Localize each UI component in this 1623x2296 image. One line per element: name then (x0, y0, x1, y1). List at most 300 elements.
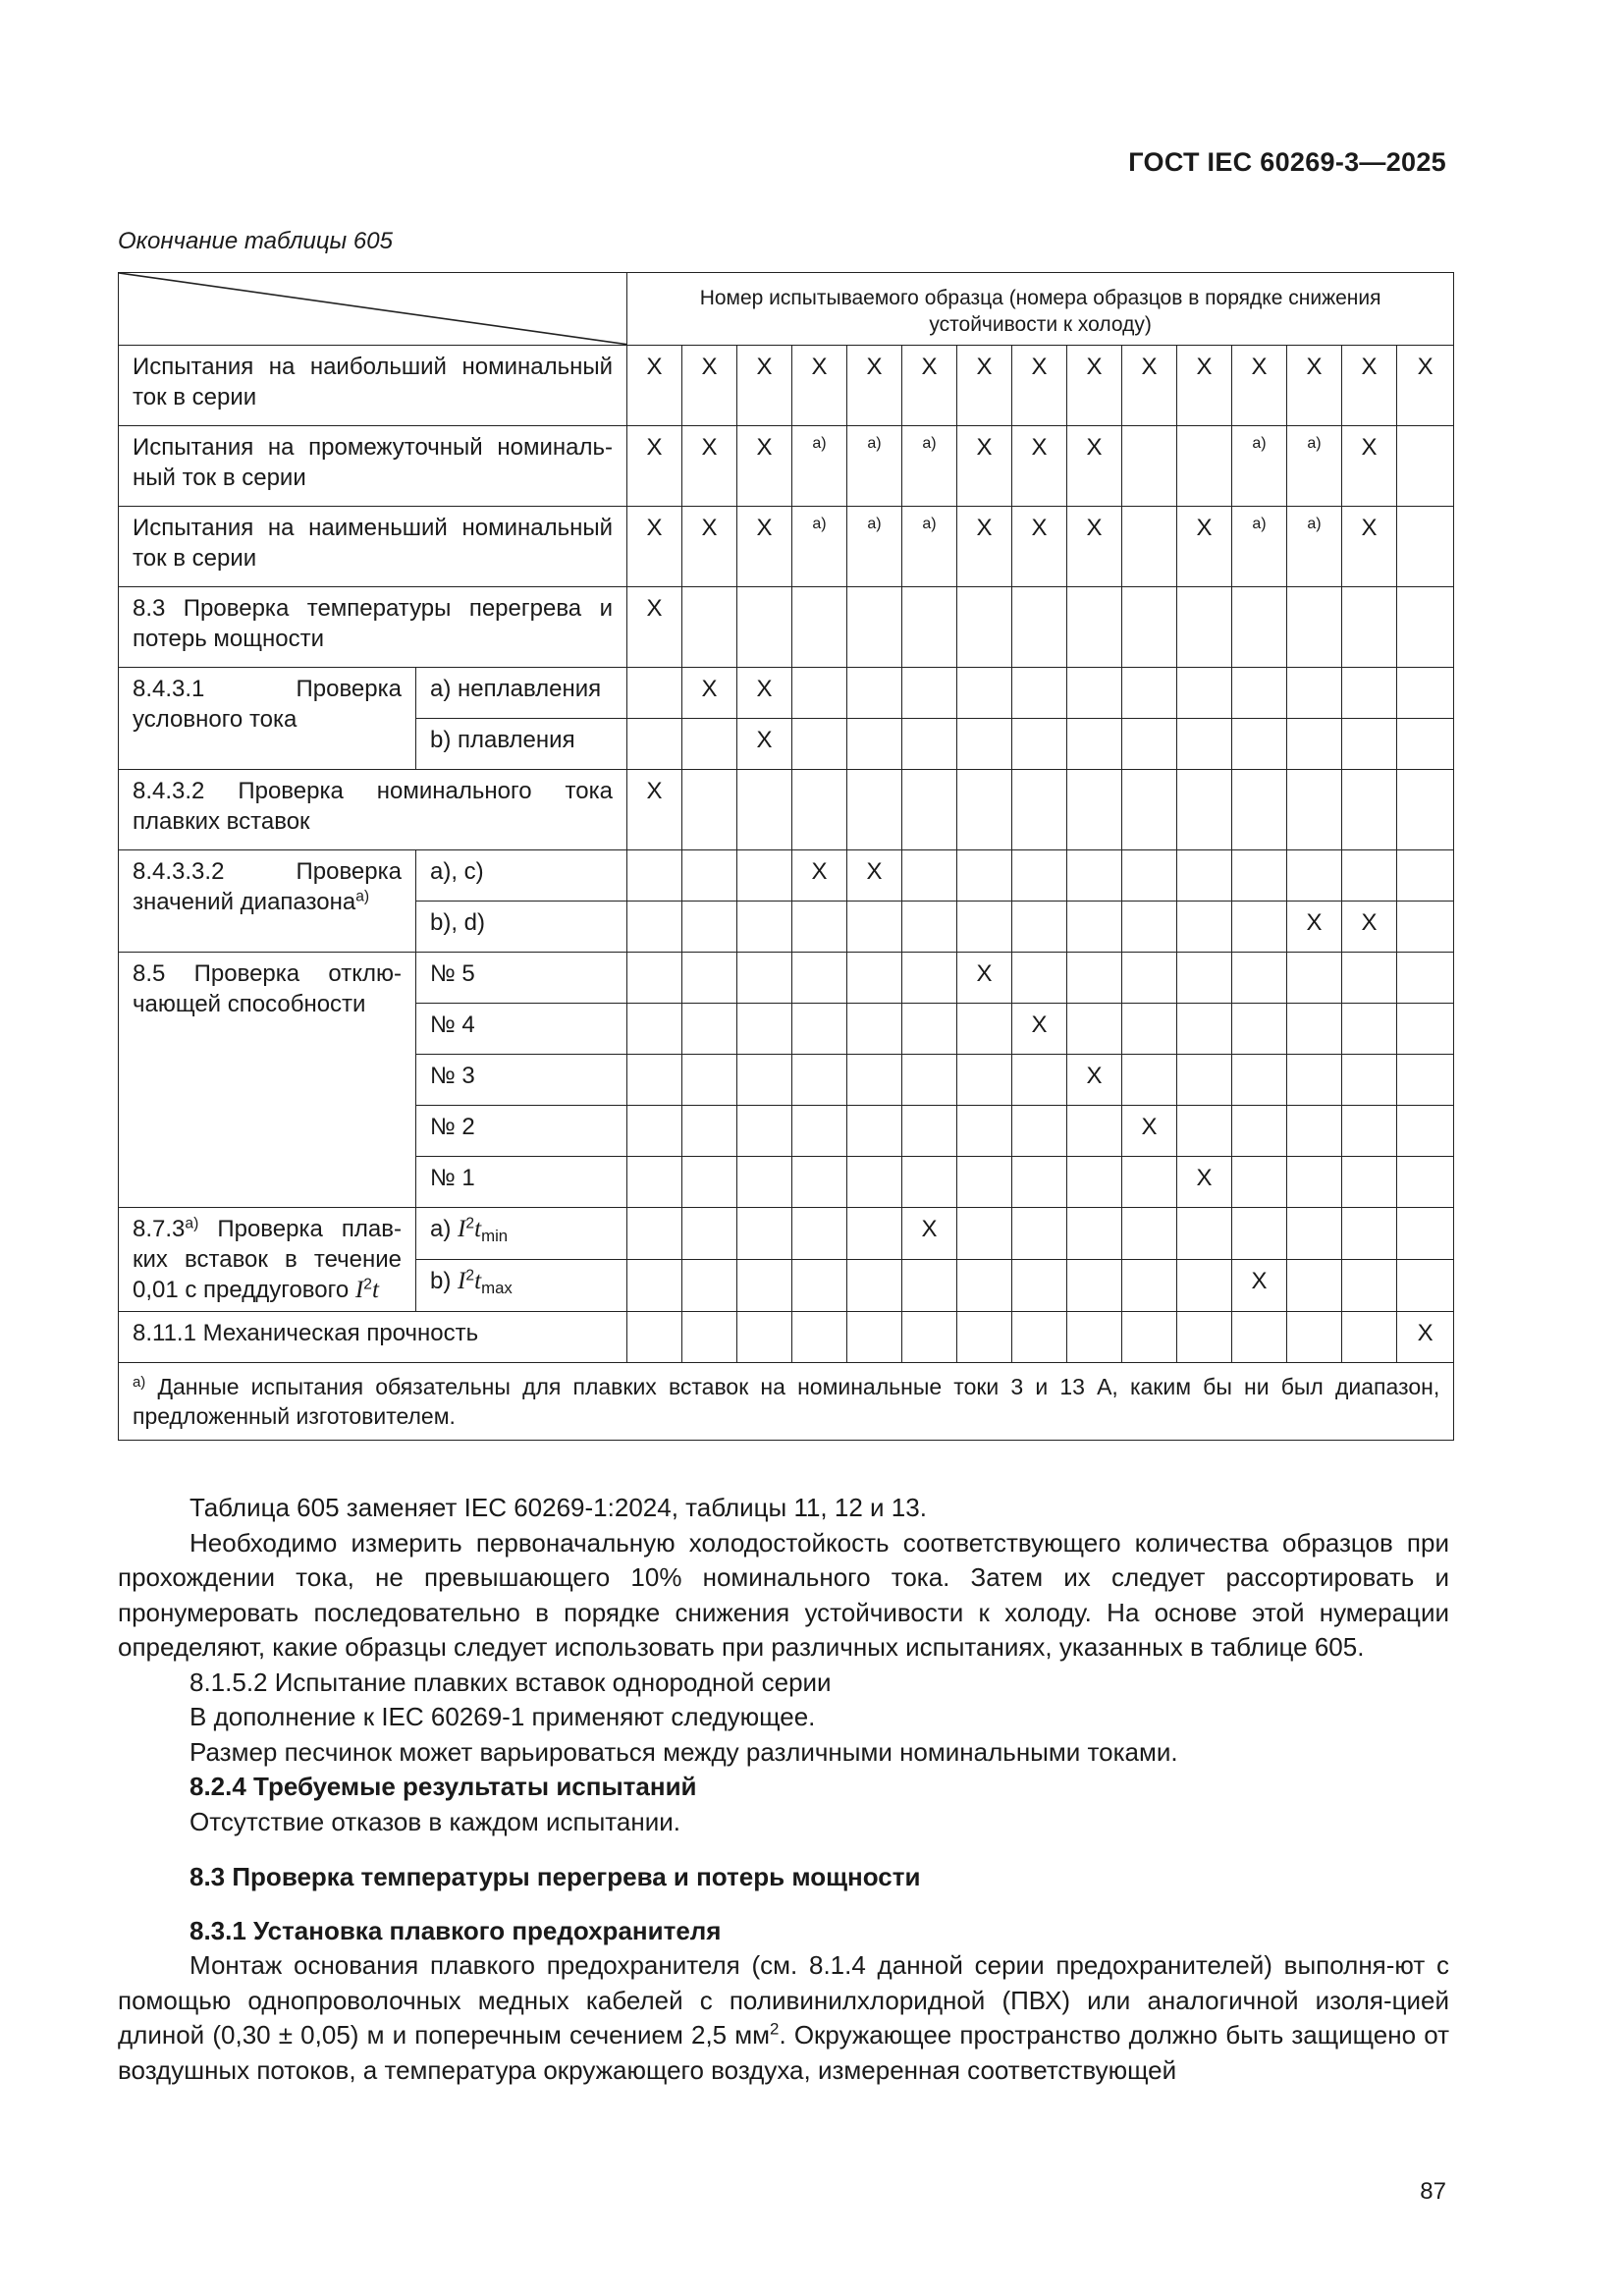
sample-mark-cell (1397, 667, 1454, 718)
sample-mark-cell (902, 586, 957, 667)
paragraph: Таблица 605 заменяет IEC 60269-1:2024, таблицы 11, 12 и 13. (189, 1493, 927, 1522)
sample-mark-cell (847, 901, 902, 952)
sample-mark-cell (1122, 425, 1177, 506)
sample-mark-cell (1012, 901, 1067, 952)
sample-mark-cell (1122, 506, 1177, 586)
sample-mark-cell (737, 1207, 792, 1259)
sample-mark-cell (682, 1003, 737, 1054)
sample-mark-cell (1177, 425, 1232, 506)
sample-mark-cell (1397, 506, 1454, 586)
sample-mark-cell: X (627, 506, 682, 586)
document-id: ГОСТ IEC 60269-3—2025 (1128, 147, 1446, 177)
sample-mark-cell (847, 1311, 902, 1362)
sample-mark-cell (1397, 1207, 1454, 1259)
table-row (119, 425, 1454, 506)
sample-mark-cell: X (737, 425, 792, 506)
sample-mark-cell (1067, 718, 1122, 769)
sample-mark-cell (957, 1311, 1012, 1362)
sample-mark-cell (957, 1003, 1012, 1054)
sample-mark-cell (737, 1259, 792, 1311)
sample-mark-cell (792, 718, 847, 769)
sample-mark-cell (1342, 1105, 1397, 1156)
paragraph: Необходимо измерить первоначальную холодостойкость соответствующего количества образцов при прохождении тока, не превышающего 10% номинального тока. Затем их следует рассортировать и пронумеровать последовательно в порядке снижения устойчивости к холоду. На основе этой нумерации определяют, какие образцы следует использовать при различных испытаниях, указанных в таблице 605. (118, 1527, 1449, 1662)
sample-mark-cell (1342, 667, 1397, 718)
sample-mark-cell (1287, 1003, 1342, 1054)
sample-mark-cell (792, 1105, 847, 1156)
sample-mark-cell (1177, 1054, 1232, 1105)
sample-mark-cell (1067, 1156, 1122, 1207)
sample-mark-cell (847, 1207, 902, 1259)
sample-mark-cell (1177, 901, 1232, 952)
sample-mark-cell (902, 1105, 957, 1156)
sample-mark-cell: X (792, 849, 847, 901)
sample-mark-cell (627, 1207, 682, 1259)
sample-mark-cell: X (737, 345, 792, 425)
sample-mark-cell: X (1122, 345, 1177, 425)
sample-mark-cell (1067, 667, 1122, 718)
sample-mark-cell (1232, 769, 1287, 849)
test-label: Испытания на наименьший номинальный ток в серии (119, 506, 627, 586)
sample-mark-cell: X (1067, 345, 1122, 425)
sample-mark-cell (627, 1156, 682, 1207)
sample-mark-cell (792, 586, 847, 667)
sample-mark-cell (1287, 1054, 1342, 1105)
sample-mark-cell (737, 769, 792, 849)
test-label: Испытания на наибольший номинальный ток в серии (119, 345, 627, 425)
test-label: 8.3 Проверка температуры перегрева и потерь мощности (119, 586, 627, 667)
sample-mark-cell (902, 718, 957, 769)
sample-mark-cell (792, 1054, 847, 1105)
sample-mark-cell (1342, 718, 1397, 769)
sample-mark-cell (1287, 952, 1342, 1003)
sample-mark-cell (682, 1311, 737, 1362)
sample-mark-cell (627, 1003, 682, 1054)
sample-mark-cell (1342, 1054, 1397, 1105)
sample-mark-cell (1397, 718, 1454, 769)
sample-mark-cell (847, 1259, 902, 1311)
table-row (119, 952, 1454, 1003)
sample-mark-cell (847, 718, 902, 769)
sample-mark-cell (682, 1259, 737, 1311)
table-row (119, 586, 1454, 667)
section-heading: 8.3 Проверка температуры перегрева и потерь мощности (189, 1862, 921, 1891)
sample-mark-cell (1342, 1207, 1397, 1259)
sample-mark-cell: X (1397, 345, 1454, 425)
sample-mark-cell (1012, 718, 1067, 769)
sample-mark-cell: X (957, 952, 1012, 1003)
sample-mark-cell (1397, 425, 1454, 506)
sample-mark-cell: X (682, 345, 737, 425)
sample-mark-cell: X (957, 425, 1012, 506)
sample-mark-cell (847, 1156, 902, 1207)
sample-mark-cell (957, 718, 1012, 769)
sample-mark-cell (682, 1054, 737, 1105)
sample-mark-cell (1012, 1207, 1067, 1259)
sample-mark-cell (1397, 901, 1454, 952)
sample-mark-cell (1287, 667, 1342, 718)
sample-mark-cell (1012, 1054, 1067, 1105)
sample-mark-cell (957, 586, 1012, 667)
sample-mark-cell (627, 849, 682, 901)
sample-mark-cell (627, 1311, 682, 1362)
sample-mark-cell (1122, 1207, 1177, 1259)
sample-mark-cell (1342, 1003, 1397, 1054)
sample-mark-cell: X (1012, 425, 1067, 506)
sample-mark-cell (902, 769, 957, 849)
sample-mark-cell (902, 849, 957, 901)
sample-mark-cell: a) (1232, 425, 1287, 506)
sample-mark-cell: X (627, 425, 682, 506)
sample-mark-cell: a) (902, 506, 957, 586)
sample-mark-cell (1122, 667, 1177, 718)
sample-mark-cell (1067, 1003, 1122, 1054)
sample-mark-cell: X (1012, 345, 1067, 425)
sample-mark-cell (627, 901, 682, 952)
sample-mark-cell: X (1122, 1105, 1177, 1156)
sample-mark-cell (792, 1207, 847, 1259)
sample-mark-cell (1342, 1259, 1397, 1311)
sample-mark-cell (902, 952, 957, 1003)
sample-mark-cell: X (627, 586, 682, 667)
sample-mark-cell (1122, 849, 1177, 901)
sample-mark-cell (627, 1054, 682, 1105)
table-row (119, 506, 1454, 586)
sample-mark-cell (682, 952, 737, 1003)
sample-mark-cell (1232, 1105, 1287, 1156)
sample-mark-cell: a) (847, 425, 902, 506)
sample-mark-cell (737, 901, 792, 952)
sample-mark-cell: X (1397, 1311, 1454, 1362)
sample-mark-cell: X (1067, 1054, 1122, 1105)
test-group-label: 8.5 Проверка отклю-чающей способности (119, 952, 416, 1207)
sample-mark-cell (682, 849, 737, 901)
sample-mark-cell (1067, 1259, 1122, 1311)
sample-mark-cell (1067, 1105, 1122, 1156)
sample-mark-cell (792, 1311, 847, 1362)
sample-mark-cell: X (682, 506, 737, 586)
sample-mark-cell (1397, 1003, 1454, 1054)
section-heading: 8.2.4 Требуемые результаты испытаний (189, 1772, 697, 1801)
sample-mark-cell (902, 901, 957, 952)
sample-mark-cell (1067, 1311, 1122, 1362)
sample-mark-cell (1177, 769, 1232, 849)
sample-mark-cell (902, 1156, 957, 1207)
sample-mark-cell (1012, 667, 1067, 718)
sample-mark-cell (902, 1259, 957, 1311)
sample-mark-cell (1177, 849, 1232, 901)
paragraph: Размер песчинок может варьироваться между различными номинальными токами. (189, 1736, 1178, 1767)
sample-mark-cell: X (627, 769, 682, 849)
sample-mark-cell (1122, 718, 1177, 769)
sample-mark-cell (792, 769, 847, 849)
paragraph: Отсутствие отказов в каждом испытании. (189, 1806, 680, 1836)
sample-mark-cell (902, 1054, 957, 1105)
sample-mark-cell (627, 1259, 682, 1311)
sample-mark-cell (957, 1156, 1012, 1207)
sample-mark-cell (682, 718, 737, 769)
sample-mark-cell (1342, 586, 1397, 667)
table-row (119, 849, 1454, 901)
sample-mark-cell (847, 952, 902, 1003)
sample-mark-cell: X (1177, 1156, 1232, 1207)
sample-mark-cell: a) (1287, 506, 1342, 586)
sample-mark-cell (957, 849, 1012, 901)
sample-mark-cell (957, 1105, 1012, 1156)
sample-mark-cell (847, 1054, 902, 1105)
test-sub-label: № 3 (416, 1054, 627, 1105)
sample-mark-cell: X (1012, 1003, 1067, 1054)
sample-mark-cell: X (1342, 345, 1397, 425)
sample-mark-cell (792, 952, 847, 1003)
test-sub-label: b) плавления (416, 718, 627, 769)
sample-mark-cell: a) (792, 506, 847, 586)
sample-mark-cell (1287, 718, 1342, 769)
sample-mark-cell (792, 1003, 847, 1054)
sample-mark-cell (1397, 952, 1454, 1003)
sample-mark-cell (1232, 1003, 1287, 1054)
sample-mark-cell (902, 667, 957, 718)
sample-mark-cell (627, 718, 682, 769)
sample-mark-cell (1232, 1311, 1287, 1362)
sample-mark-cell: X (902, 1207, 957, 1259)
sample-mark-cell (1397, 1105, 1454, 1156)
sample-mark-cell (1122, 1156, 1177, 1207)
sample-mark-cell (1177, 667, 1232, 718)
sample-mark-cell: a) (847, 506, 902, 586)
sample-mark-cell (1287, 1259, 1342, 1311)
test-sub-label: № 2 (416, 1105, 627, 1156)
sample-mark-cell (682, 1156, 737, 1207)
sample-mark-cell (1287, 1156, 1342, 1207)
sample-mark-cell (627, 1105, 682, 1156)
sample-mark-cell (1232, 901, 1287, 952)
sample-mark-cell (1397, 586, 1454, 667)
sample-mark-cell: a) (792, 425, 847, 506)
sample-mark-cell: X (1177, 506, 1232, 586)
sample-mark-cell (1012, 1259, 1067, 1311)
sample-mark-cell: X (1067, 425, 1122, 506)
test-group-label: 8.4.3.1 Проверка условного тока (119, 667, 416, 769)
sample-mark-cell (1177, 1105, 1232, 1156)
sample-mark-cell (1397, 769, 1454, 849)
sample-mark-cell: X (1287, 345, 1342, 425)
sample-mark-cell (1287, 1207, 1342, 1259)
sample-mark-cell (1232, 1156, 1287, 1207)
sample-mark-cell: X (1342, 506, 1397, 586)
sample-mark-cell: X (737, 718, 792, 769)
sample-mark-cell (682, 769, 737, 849)
sample-mark-cell (1397, 849, 1454, 901)
sample-mark-cell (737, 849, 792, 901)
table-row (119, 1207, 1454, 1259)
sample-mark-cell: X (1232, 345, 1287, 425)
sample-mark-cell (1012, 1105, 1067, 1156)
sample-mark-cell (1232, 952, 1287, 1003)
sample-mark-cell (1177, 586, 1232, 667)
test-sub-label: b) $I^2t_{max}$ (416, 1259, 627, 1311)
sample-mark-cell (1067, 769, 1122, 849)
sample-mark-cell (737, 1311, 792, 1362)
sample-mark-cell (847, 667, 902, 718)
page-number: 87 (1420, 2178, 1446, 2205)
sample-mark-cell (1232, 667, 1287, 718)
sample-mark-cell (627, 667, 682, 718)
sample-mark-cell (682, 1105, 737, 1156)
sample-mark-cell (1342, 1311, 1397, 1362)
sample-mark-cell (1177, 1207, 1232, 1259)
sample-mark-cell (957, 667, 1012, 718)
paragraph: Монтаж основания плавкого предохранителя (см. 8.1.4 данной серии предохранителей) выполня-ют с помощью однопроволочных медных кабелей с поливинилхлоридной (ПВХ) или аналогичной изоля-цией длиной (0,30 ± 0,05) м и поперечным сечением 2,5 $мм^2$. Окружающее пространство должно быть защищено от воздушных потоков, а температура окружающего воздуха, измеренная соответствующей (118, 1950, 1450, 2085)
sample-mark-cell (957, 901, 1012, 952)
sample-mark-cell: X (1067, 506, 1122, 586)
sample-mark-cell (1287, 1105, 1342, 1156)
sample-mark-cell (1122, 901, 1177, 952)
sample-mark-cell (1232, 1054, 1287, 1105)
table-row (119, 1311, 1454, 1362)
sample-mark-cell (1122, 952, 1177, 1003)
table-caption: Окончание таблицы 605 (118, 228, 393, 254)
sample-mark-cell: X (957, 506, 1012, 586)
sample-mark-cell (737, 952, 792, 1003)
sample-mark-cell (1287, 1311, 1342, 1362)
test-sub-label: № 4 (416, 1003, 627, 1054)
sample-mark-cell (737, 1105, 792, 1156)
sample-mark-cell: X (737, 667, 792, 718)
sample-mark-cell (957, 769, 1012, 849)
sample-mark-cell: a) (1287, 425, 1342, 506)
sample-mark-cell (792, 667, 847, 718)
table-row (119, 667, 1454, 718)
table-605 (118, 272, 1454, 1441)
test-sub-label: a) $I^2t_{min}$ (416, 1207, 627, 1259)
sample-mark-cell: X (847, 345, 902, 425)
sample-mark-cell (1287, 769, 1342, 849)
test-sub-label: № 5 (416, 952, 627, 1003)
sample-mark-cell (1342, 769, 1397, 849)
sample-mark-cell (1177, 1003, 1232, 1054)
sample-mark-cell (1122, 1311, 1177, 1362)
sample-mark-cell (792, 1156, 847, 1207)
sample-mark-cell: a) (902, 425, 957, 506)
test-sub-label: b), d) (416, 901, 627, 952)
test-label: Испытания на промежуточный номиналь-ный ток в серии (119, 425, 627, 506)
sample-mark-cell (1067, 901, 1122, 952)
sample-mark-cell (1122, 1259, 1177, 1311)
sample-mark-cell (1177, 1259, 1232, 1311)
sample-mark-cell (1067, 586, 1122, 667)
sample-mark-cell (1012, 1311, 1067, 1362)
table-footnote: $^{a)}$ Данные испытания обязательны для плавких вставок на номинальные токи 3 и 13 А, каким бы ни был диапазон, предложенный изготовителем. (119, 1362, 1454, 1440)
test-group-label: 8.7.3$^{a)}$ Проверка плав-ких вставок в течение 0,01 с преддугового $I^2t$ (119, 1207, 416, 1311)
sample-mark-cell (957, 1259, 1012, 1311)
sample-mark-cell (792, 1259, 847, 1311)
sample-mark-cell (1012, 769, 1067, 849)
sample-mark-cell (1232, 849, 1287, 901)
sample-mark-cell (737, 586, 792, 667)
sample-mark-cell (1232, 586, 1287, 667)
sample-mark-cell (902, 1311, 957, 1362)
test-label: 8.4.3.2 Проверка номинального тока плавких вставок (119, 769, 627, 849)
sample-mark-cell (737, 1003, 792, 1054)
section-heading: 8.3.1 Установка плавкого предохранителя (189, 1915, 722, 1945)
sample-mark-cell (1012, 952, 1067, 1003)
table-header-row (119, 273, 1454, 346)
sample-mark-cell (1067, 952, 1122, 1003)
sample-mark-cell: a) (1232, 506, 1287, 586)
sample-mark-cell (1342, 849, 1397, 901)
sample-mark-cell (1122, 1054, 1177, 1105)
sample-mark-cell: X (792, 345, 847, 425)
sample-mark-cell (1397, 1259, 1454, 1311)
test-group-label: 8.4.3.3.2 Проверка значений диапазона$^{a)}$ (119, 849, 416, 952)
sample-mark-cell (957, 1054, 1012, 1105)
sample-mark-cell (1397, 1054, 1454, 1105)
sample-number-header: Номер испытываемого образца (номера образцов в порядке снижения устойчивости к холоду) (627, 273, 1454, 346)
sample-mark-cell (1177, 1311, 1232, 1362)
test-sub-label: a) неплавления (416, 667, 627, 718)
table-row (119, 345, 1454, 425)
sample-mark-cell (1067, 1207, 1122, 1259)
sample-mark-cell (682, 901, 737, 952)
sample-mark-cell (1397, 1156, 1454, 1207)
sample-mark-cell (1012, 849, 1067, 901)
table-row (119, 769, 1454, 849)
sample-mark-cell: X (737, 506, 792, 586)
body-text (118, 1491, 1449, 2088)
sample-mark-cell (847, 1105, 902, 1156)
test-sub-label: № 1 (416, 1156, 627, 1207)
sample-mark-cell (1177, 718, 1232, 769)
sample-mark-cell (1287, 586, 1342, 667)
sample-mark-cell: X (627, 345, 682, 425)
sample-mark-cell (847, 1003, 902, 1054)
sample-mark-cell (737, 1156, 792, 1207)
sample-mark-cell (1232, 718, 1287, 769)
sample-mark-cell (1012, 586, 1067, 667)
sample-mark-cell (1177, 952, 1232, 1003)
sample-mark-cell (682, 1207, 737, 1259)
paragraph: В дополнение к IEC 60269-1 применяют следующее. (189, 1702, 816, 1731)
sample-mark-cell: X (682, 425, 737, 506)
sample-mark-cell: X (1287, 901, 1342, 952)
sample-mark-cell (902, 1003, 957, 1054)
sample-mark-cell (1122, 1003, 1177, 1054)
sample-mark-cell: X (1232, 1259, 1287, 1311)
sample-mark-cell (1287, 849, 1342, 901)
sample-mark-cell: X (1342, 901, 1397, 952)
sample-mark-cell (737, 1054, 792, 1105)
test-sub-label: a), c) (416, 849, 627, 901)
sample-mark-cell: X (957, 345, 1012, 425)
sample-mark-cell: X (1342, 425, 1397, 506)
sample-mark-cell (847, 586, 902, 667)
sample-mark-cell (1232, 1207, 1287, 1259)
sample-mark-cell (682, 586, 737, 667)
sample-mark-cell: X (847, 849, 902, 901)
sample-mark-cell (627, 952, 682, 1003)
sample-mark-cell (1342, 1156, 1397, 1207)
sample-mark-cell: X (1012, 506, 1067, 586)
sample-mark-cell: X (682, 667, 737, 718)
sample-mark-cell (792, 901, 847, 952)
test-label: 8.11.1 Механическая прочность (119, 1311, 627, 1362)
sample-mark-cell (847, 769, 902, 849)
sample-mark-cell (1067, 849, 1122, 901)
sample-mark-cell (1012, 1156, 1067, 1207)
sample-mark-cell (1342, 952, 1397, 1003)
sample-mark-cell (1122, 586, 1177, 667)
sample-mark-cell: X (1177, 345, 1232, 425)
